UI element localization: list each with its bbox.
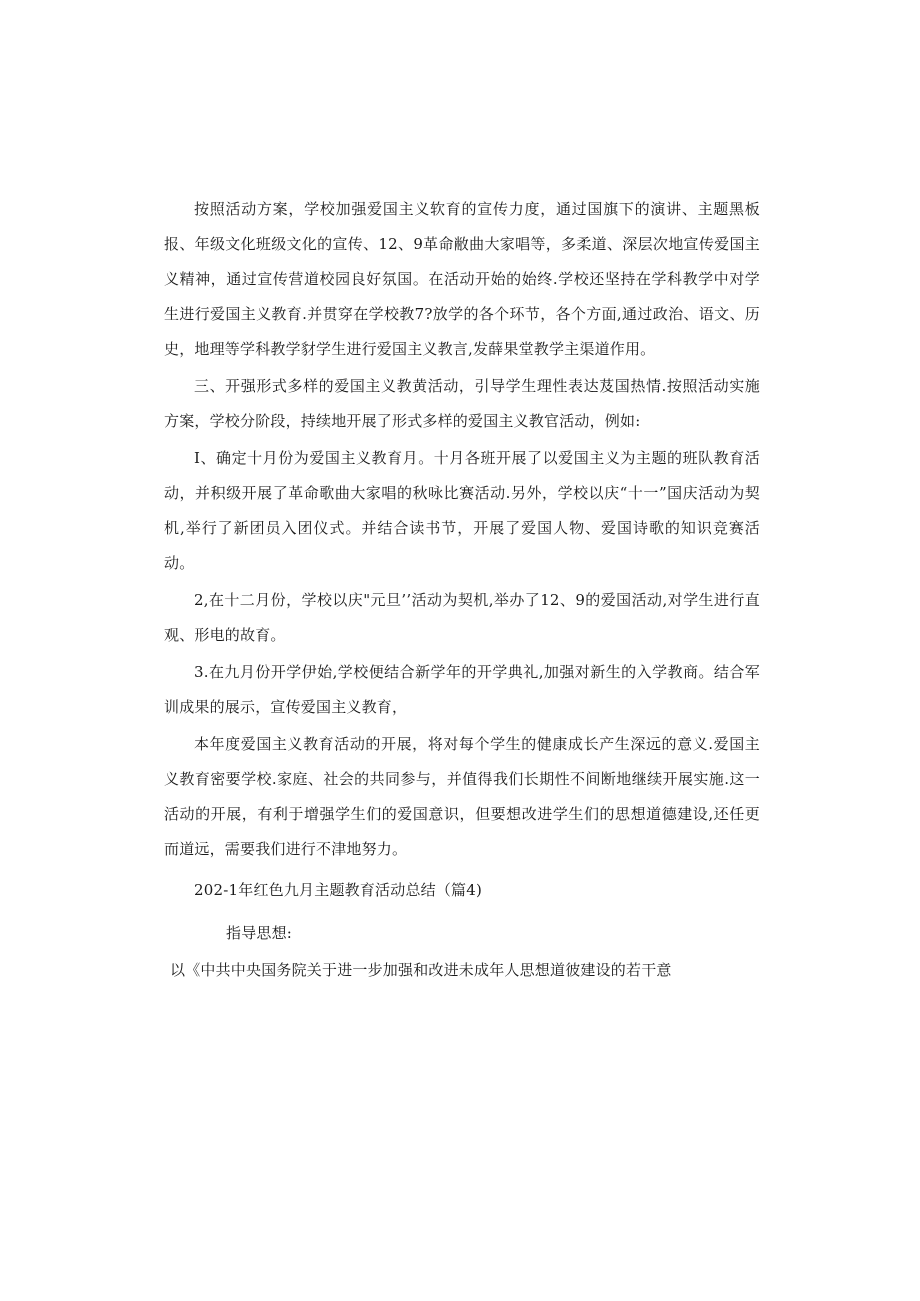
paragraph-section-three: 三、开强形式多样的爱国主义教黄活动，引导学生理性表达芨国热情.按照活动实施方案，学校分阶段，持续地开展了形式多样的爱国主义教官活动，例如: — [164, 377, 760, 430]
document-body — [164, 192, 760, 988]
paragraph-guide-start: 以《中共中央国务院关于进一步加强和改进未成年人思想道彼建设的若干意 — [170, 961, 672, 979]
section-title: 202-1年红色九月主题教育活动总结（篇4) — [194, 881, 483, 899]
guide-heading: 指导思想: — [226, 924, 293, 942]
paragraph-item-3: 3.在九月份开学伊始,学校便结合新学年的开学典礼,加强对新生的入学教商。结合军训成果的展示，宣传爱国主义教育， — [164, 663, 760, 716]
paragraph-propaganda: 按照活动方案，学校加强爱国主义软育的宣传力度，通过国旗下的演讲、主题黑板报、年级文化班级文化的宣传、12、9革命敝曲大家唱等，多柔道、深层次地宣传爱国主义精神，通过宣传营道校园良好氛国。在活动开始的始终.学校还坚持在学科教学中对学生进行爱国主义教育.并贯穿在学校教7?放学的各个环节，各个方面,通过政治、语文、历史，地理等学科教学豺学生进行爱国主义教言,发薛果堂教学主渠道作用。 — [164, 200, 760, 358]
paragraph-conclusion: 本年度爱国主义教育活动的开展，将对每个学生的健康成长产生深远的意义.爱国主义教育密要学校.家庭、社会的共同参与，并值得我们长期性不间断地继续开展实施.这一活动的开展，有利于增强学生们的爱国意识，但要想改进学生们的思想道德建设,还任更而道远，需要我们进行不津地努力。 — [164, 735, 760, 858]
paragraph-item-2: 2,在十二月份，学校以庆"元旦’’活动为契机,举办了12、9的爱国活动,对学生进行直观、形电的故育。 — [164, 591, 760, 644]
paragraph-item-1: I、确定十月份为爱国主义教育月。十月各班开展了以爱国主义为主题的班队教育活动，并积级开展了革命歌曲大家唱的秋咏比赛活动.另外，学校以庆“十一”国庆活动为契机,举行了新团员入团仪式。并结合读书节，开展了爱国人物、爱国诗歌的知识竞赛活动。 — [164, 449, 760, 572]
